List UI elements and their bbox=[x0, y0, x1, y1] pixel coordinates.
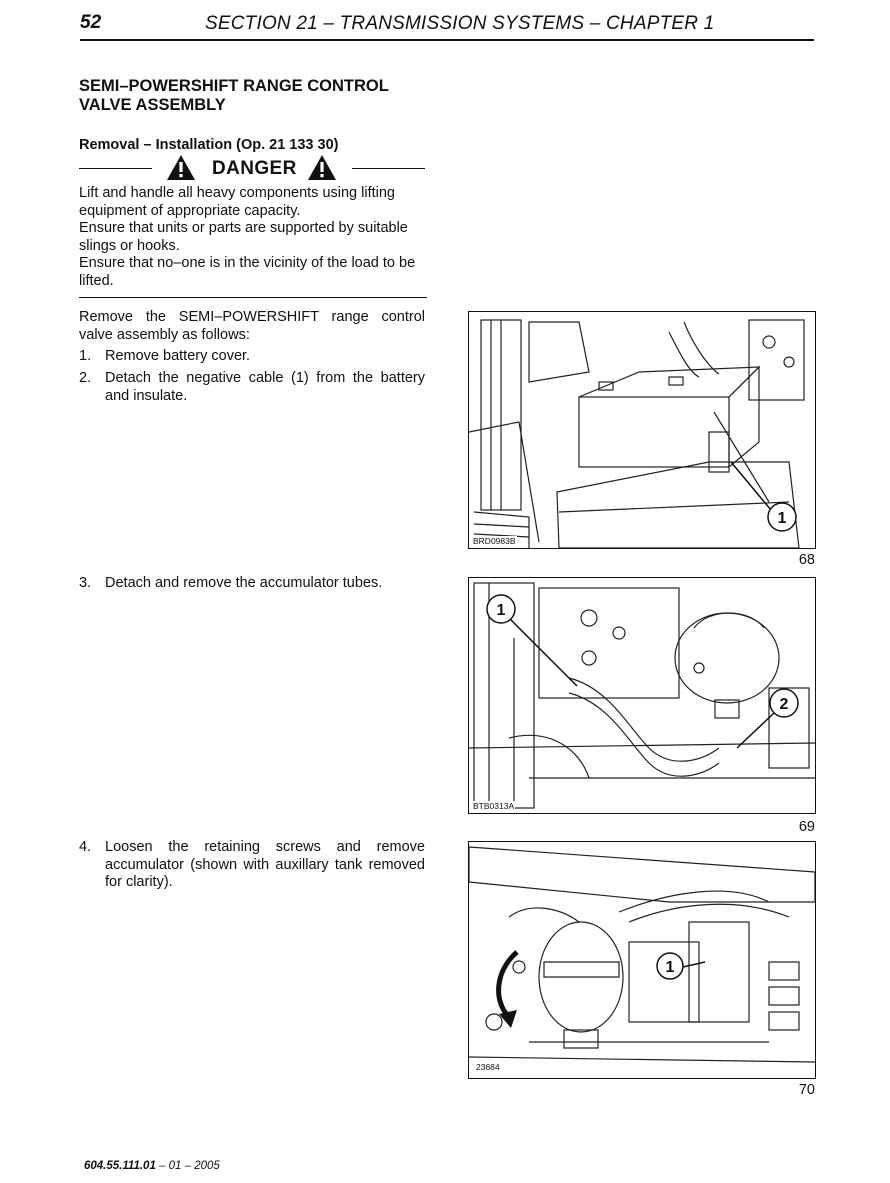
callout-2: 2 bbox=[779, 696, 789, 713]
step-number: 3. bbox=[79, 575, 92, 591]
figure-number: 70 bbox=[798, 1082, 815, 1098]
step-number: 1. bbox=[79, 348, 92, 364]
danger-line: Lift and handle all heavy components using lifting equipment of appropriate capacity. bbox=[79, 185, 395, 219]
step-text: Detach and remove the accumulator tubes. bbox=[105, 575, 383, 591]
danger-rule-right bbox=[352, 168, 425, 169]
procedure-title-line2: VALVE ASSEMBLY bbox=[79, 96, 226, 114]
figure-70-accumulator-removal bbox=[468, 841, 816, 1079]
procedure-title bbox=[79, 77, 439, 115]
callout-1: 1 bbox=[777, 510, 787, 527]
figure-code: BRD0983B bbox=[473, 536, 516, 546]
accumulator-tubes-illustration bbox=[469, 578, 815, 813]
accumulator-removal-illustration bbox=[469, 842, 815, 1078]
danger-bottom-rule bbox=[79, 297, 427, 298]
warning-triangle-icon bbox=[166, 154, 196, 181]
danger-line: Ensure that no–one is in the vicinity of the load to be lifted. bbox=[79, 255, 416, 289]
step-4 bbox=[79, 839, 425, 892]
section-title: SECTION 21 – TRANSMISSION SYSTEMS – CHAPTER 1 bbox=[205, 13, 715, 34]
operation-subtitle: Removal – Installation (Op. 21 133 30) bbox=[79, 137, 339, 153]
procedure-title-line1: SEMI–POWERSHIFT RANGE CONTROL bbox=[79, 77, 389, 95]
step-2 bbox=[79, 370, 425, 405]
figure-code: BTB0313A bbox=[473, 801, 515, 811]
danger-banner bbox=[79, 153, 427, 183]
warning-triangle-icon bbox=[307, 154, 337, 181]
document-number: 604.55.111.01 bbox=[84, 1160, 156, 1172]
figure-number: 68 bbox=[798, 552, 815, 568]
footer bbox=[84, 1160, 220, 1172]
step-1 bbox=[79, 348, 425, 366]
step-text: Loosen the retaining screws and remove accumulator (shown with auxillary tank removed for clarity). bbox=[105, 839, 425, 890]
danger-rule-left bbox=[79, 168, 152, 169]
danger-line: Ensure that units or parts are supported by suitable slings or hooks. bbox=[79, 220, 408, 254]
step-text: Remove battery cover. bbox=[105, 348, 251, 364]
battery-illustration bbox=[469, 312, 815, 548]
callout-1: 1 bbox=[665, 959, 675, 976]
figure-69-accumulator-tubes bbox=[468, 577, 816, 814]
figure-code: 23684 bbox=[476, 1062, 500, 1072]
intro-paragraph: Remove the SEMI–POWERSHIFT range control valve assembly as follows: bbox=[79, 309, 425, 343]
step-text: Detach the negative cable (1) from the battery and insulate. bbox=[105, 370, 425, 404]
danger-label: DANGER bbox=[212, 158, 297, 179]
header-rule bbox=[80, 39, 814, 41]
danger-text bbox=[79, 185, 425, 290]
figure-68-battery bbox=[468, 311, 816, 549]
callout-1: 1 bbox=[496, 602, 506, 619]
step-3 bbox=[79, 575, 425, 593]
page-number: 52 bbox=[80, 12, 102, 33]
step-number: 4. bbox=[79, 839, 92, 855]
document-revision: – 01 – 2005 bbox=[155, 1160, 220, 1172]
step-number: 2. bbox=[79, 370, 92, 386]
figure-number: 69 bbox=[798, 819, 815, 835]
